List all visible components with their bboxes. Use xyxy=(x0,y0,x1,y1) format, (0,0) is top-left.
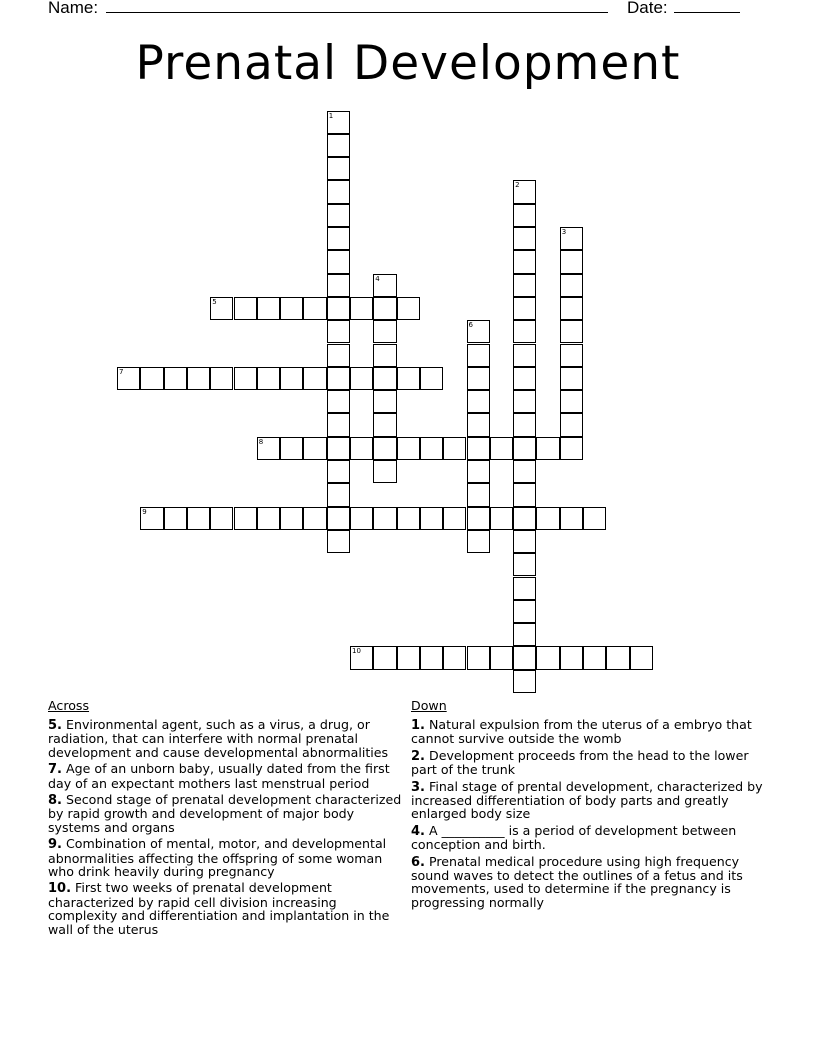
down-heading: Down xyxy=(411,698,447,713)
across-heading: Across xyxy=(48,698,90,713)
crossword-cell[interactable] xyxy=(350,646,373,669)
crossword-cell[interactable] xyxy=(606,646,629,669)
crossword-cell[interactable] xyxy=(373,460,396,483)
crossword-cell[interactable] xyxy=(560,274,583,297)
crossword-cell[interactable] xyxy=(513,204,536,227)
crossword-cell[interactable] xyxy=(280,367,303,390)
crossword-cell[interactable] xyxy=(443,437,466,460)
crossword-cell[interactable] xyxy=(234,297,257,320)
cell-number: 6 xyxy=(468,321,473,330)
crossword-cell[interactable] xyxy=(373,437,396,460)
crossword-cell[interactable] xyxy=(560,413,583,436)
crossword-cell[interactable] xyxy=(327,344,350,367)
crossword-cell[interactable] xyxy=(373,274,396,297)
crossword-cell[interactable] xyxy=(513,274,536,297)
clue-across-8 xyxy=(48,793,408,834)
crossword-cell[interactable] xyxy=(560,646,583,669)
crossword-cell[interactable] xyxy=(560,437,583,460)
crossword-cell[interactable] xyxy=(536,437,559,460)
crossword-cell[interactable] xyxy=(560,344,583,367)
cell-number: 7 xyxy=(119,367,124,376)
clue-text: A __________ is a period of development between conception and birth. xyxy=(411,822,737,853)
crossword-cell[interactable] xyxy=(164,507,187,530)
crossword-cell[interactable] xyxy=(303,367,326,390)
crossword-cell[interactable] xyxy=(536,507,559,530)
name-label: Name: xyxy=(48,0,99,17)
crossword-cell[interactable] xyxy=(443,507,466,530)
crossword-cell[interactable] xyxy=(467,460,490,483)
crossword-cell[interactable] xyxy=(280,507,303,530)
crossword-cell[interactable] xyxy=(467,390,490,413)
crossword-cell[interactable] xyxy=(373,413,396,436)
crossword-cell[interactable] xyxy=(117,367,140,390)
clue-text: Final stage of prental development, characterized by increased differentiation of body parts and greatly enlarged body size xyxy=(411,778,763,822)
clue-text: Environmental agent, such as a virus, a drug, or radiation, that can interfere with normal prenatal development and cause developmental abnormalities xyxy=(48,717,389,760)
cell-number: 2 xyxy=(515,181,520,190)
crossword-cell[interactable] xyxy=(583,507,606,530)
crossword-cell[interactable] xyxy=(467,320,490,343)
crossword-cell[interactable] xyxy=(467,437,490,460)
crossword-cell[interactable] xyxy=(513,320,536,343)
clue-number: 1. xyxy=(411,718,425,733)
crossword-cell[interactable] xyxy=(467,483,490,506)
crossword-cell[interactable] xyxy=(513,530,536,553)
crossword-cell[interactable] xyxy=(397,646,420,669)
crossword-cell[interactable] xyxy=(234,367,257,390)
crossword-cell[interactable] xyxy=(327,390,350,413)
clue-across-5 xyxy=(48,718,408,759)
clue-down-6 xyxy=(411,855,771,910)
crossword-cell[interactable] xyxy=(164,367,187,390)
crossword-cell[interactable] xyxy=(420,367,443,390)
crossword-cell[interactable] xyxy=(373,297,396,320)
crossword-cell[interactable] xyxy=(467,367,490,390)
crossword-cell[interactable] xyxy=(303,297,326,320)
crossword-cell[interactable] xyxy=(350,367,373,390)
clue-text: Natural expulsion from the uterus of a embryo that cannot survive outside the womb xyxy=(411,717,752,747)
crossword-cell[interactable] xyxy=(210,367,233,390)
clue-number: 10. xyxy=(48,881,72,897)
cell-number: 3 xyxy=(561,228,567,236)
date-label: Date: xyxy=(627,0,668,17)
crossword-cell[interactable] xyxy=(513,180,536,203)
page-title: Prenatal Development xyxy=(135,36,681,91)
crossword-cell[interactable] xyxy=(327,483,350,506)
crossword-cell[interactable] xyxy=(513,367,536,390)
crossword-cell[interactable] xyxy=(397,297,420,320)
crossword-cell[interactable] xyxy=(560,390,583,413)
crossword-cell[interactable] xyxy=(513,507,536,530)
crossword-cell[interactable] xyxy=(513,483,536,506)
crossword-cell[interactable] xyxy=(397,437,420,460)
clue-text: Prenatal medical procedure using high frequency sound waves to detect the outlines of a fetus and its movements, used to determine if the pregnancy is progressing normally xyxy=(411,853,743,910)
crossword-cell[interactable] xyxy=(140,367,163,390)
clue-number: 3. xyxy=(411,779,425,795)
crossword-cell[interactable] xyxy=(327,297,350,320)
crossword-cell[interactable] xyxy=(490,437,513,460)
crossword-cell[interactable] xyxy=(234,507,257,530)
crossword-cell[interactable] xyxy=(373,390,396,413)
crossword-cell[interactable] xyxy=(443,646,466,669)
crossword-cell[interactable] xyxy=(513,344,536,367)
crossword-cell[interactable] xyxy=(420,646,443,669)
crossword-cell[interactable] xyxy=(467,344,490,367)
clue-across-10 xyxy=(48,881,408,936)
clue-text: Combination of mental, motor, and developmental abnormalities affecting the offspring of some woman who drink heavily during pregnancy xyxy=(48,836,387,880)
crossword-cell[interactable] xyxy=(397,367,420,390)
crossword-cell[interactable] xyxy=(467,530,490,553)
cell-number: 1 xyxy=(328,111,334,120)
crossword-cell[interactable] xyxy=(327,157,350,180)
down-clues xyxy=(411,698,771,912)
clue-text: Age of an unborn baby, usually dated from the first day of an expectant mothers last menstrual period xyxy=(48,761,390,791)
crossword-cell[interactable] xyxy=(327,437,350,460)
crossword-cell[interactable] xyxy=(513,623,536,646)
crossword-cell[interactable] xyxy=(327,367,350,390)
crossword-cell[interactable] xyxy=(373,646,396,669)
crossword-cell[interactable] xyxy=(373,344,396,367)
clue-number: 5. xyxy=(48,718,62,733)
crossword-cell[interactable] xyxy=(210,507,233,530)
clue-down-2 xyxy=(411,749,771,777)
crossword-cell[interactable] xyxy=(257,507,280,530)
crossword-cell[interactable] xyxy=(303,437,326,460)
crossword-cell[interactable] xyxy=(513,577,536,600)
crossword-cell[interactable] xyxy=(280,437,303,460)
crossword-cell[interactable] xyxy=(630,646,653,669)
clue-text: Second stage of prenatal development characterized by rapid growth and development of major body systems and organs xyxy=(48,792,402,835)
crossword-cell[interactable] xyxy=(560,507,583,530)
crossword-cell[interactable] xyxy=(513,413,536,436)
clue-number: 7. xyxy=(48,762,62,778)
across-clues xyxy=(48,698,408,939)
clue-number: 8. xyxy=(48,793,62,809)
crossword-cell[interactable] xyxy=(420,437,443,460)
cell-number: 4 xyxy=(375,274,380,283)
cell-number: 8 xyxy=(258,437,264,446)
crossword-cell[interactable] xyxy=(327,274,350,297)
crossword-cell[interactable] xyxy=(327,530,350,553)
crossword-cell[interactable] xyxy=(467,507,490,530)
clue-across-7 xyxy=(48,762,408,790)
crossword-cell[interactable] xyxy=(513,600,536,623)
crossword-cell[interactable] xyxy=(536,646,559,669)
crossword-cell[interactable] xyxy=(467,413,490,436)
crossword-cell[interactable] xyxy=(397,507,420,530)
crossword-cell[interactable] xyxy=(560,367,583,390)
crossword-cell[interactable] xyxy=(513,646,536,669)
crossword-cell[interactable] xyxy=(513,390,536,413)
crossword-cell[interactable] xyxy=(373,367,396,390)
clue-down-3 xyxy=(411,780,771,821)
crossword-cell[interactable] xyxy=(187,367,210,390)
crossword-cell[interactable] xyxy=(350,507,373,530)
crossword-cell[interactable] xyxy=(327,250,350,273)
crossword-cell[interactable] xyxy=(513,250,536,273)
clue-number: 4. xyxy=(411,823,425,839)
clue-text: First two weeks of prenatal development characterized by rapid cell division increasing complexity and differentiation and implantation in the wall of the uterus xyxy=(48,880,390,937)
crossword-cell[interactable] xyxy=(280,297,303,320)
cell-number: 10 xyxy=(352,647,361,656)
crossword-cell[interactable] xyxy=(490,507,513,530)
crossword-cell[interactable] xyxy=(327,180,350,203)
crossword-cell[interactable] xyxy=(513,670,536,693)
crossword-cell[interactable] xyxy=(467,646,490,669)
crossword-cell[interactable] xyxy=(490,646,513,669)
crossword-cell[interactable] xyxy=(257,367,280,390)
crossword-cell[interactable] xyxy=(327,460,350,483)
cell-number: 9 xyxy=(142,507,147,516)
crossword-cell[interactable] xyxy=(210,297,233,320)
crossword-cell[interactable] xyxy=(350,297,373,320)
crossword-cell[interactable] xyxy=(327,413,350,436)
clue-down-1 xyxy=(411,718,771,746)
crossword-cell[interactable] xyxy=(350,437,373,460)
crossword-cell[interactable] xyxy=(327,134,350,157)
crossword-cell[interactable] xyxy=(420,507,443,530)
crossword-cell[interactable] xyxy=(583,646,606,669)
cell-number: 5 xyxy=(212,297,217,306)
clue-number: 2. xyxy=(411,748,425,764)
crossword-cell[interactable] xyxy=(560,320,583,343)
crossword-cell[interactable] xyxy=(303,507,326,530)
crossword-cell[interactable] xyxy=(513,460,536,483)
crossword-cell[interactable] xyxy=(327,111,350,134)
crossword-cell[interactable] xyxy=(327,227,350,250)
crossword-cell[interactable] xyxy=(513,553,536,576)
crossword-cell[interactable] xyxy=(257,297,280,320)
clue-text: Development proceeds from the head to the lower part of the trunk xyxy=(411,747,749,778)
crossword-cell[interactable] xyxy=(373,507,396,530)
crossword-cell[interactable] xyxy=(187,507,210,530)
crossword-cell[interactable] xyxy=(257,437,280,460)
crossword-cell[interactable] xyxy=(327,507,350,530)
clue-down-4 xyxy=(411,824,771,852)
crossword-cell[interactable] xyxy=(513,297,536,320)
crossword-cell[interactable] xyxy=(327,320,350,343)
clue-across-9 xyxy=(48,837,408,878)
crossword-cell[interactable] xyxy=(560,297,583,320)
crossword-cell[interactable] xyxy=(560,250,583,273)
crossword-cell[interactable] xyxy=(560,227,583,250)
clue-number: 9. xyxy=(48,837,62,853)
clue-number: 6. xyxy=(411,854,425,870)
crossword-cell[interactable] xyxy=(140,507,163,530)
crossword-cell[interactable] xyxy=(373,320,396,343)
crossword-cell[interactable] xyxy=(513,227,536,250)
crossword-cell[interactable] xyxy=(513,437,536,460)
crossword-cell[interactable] xyxy=(327,204,350,227)
